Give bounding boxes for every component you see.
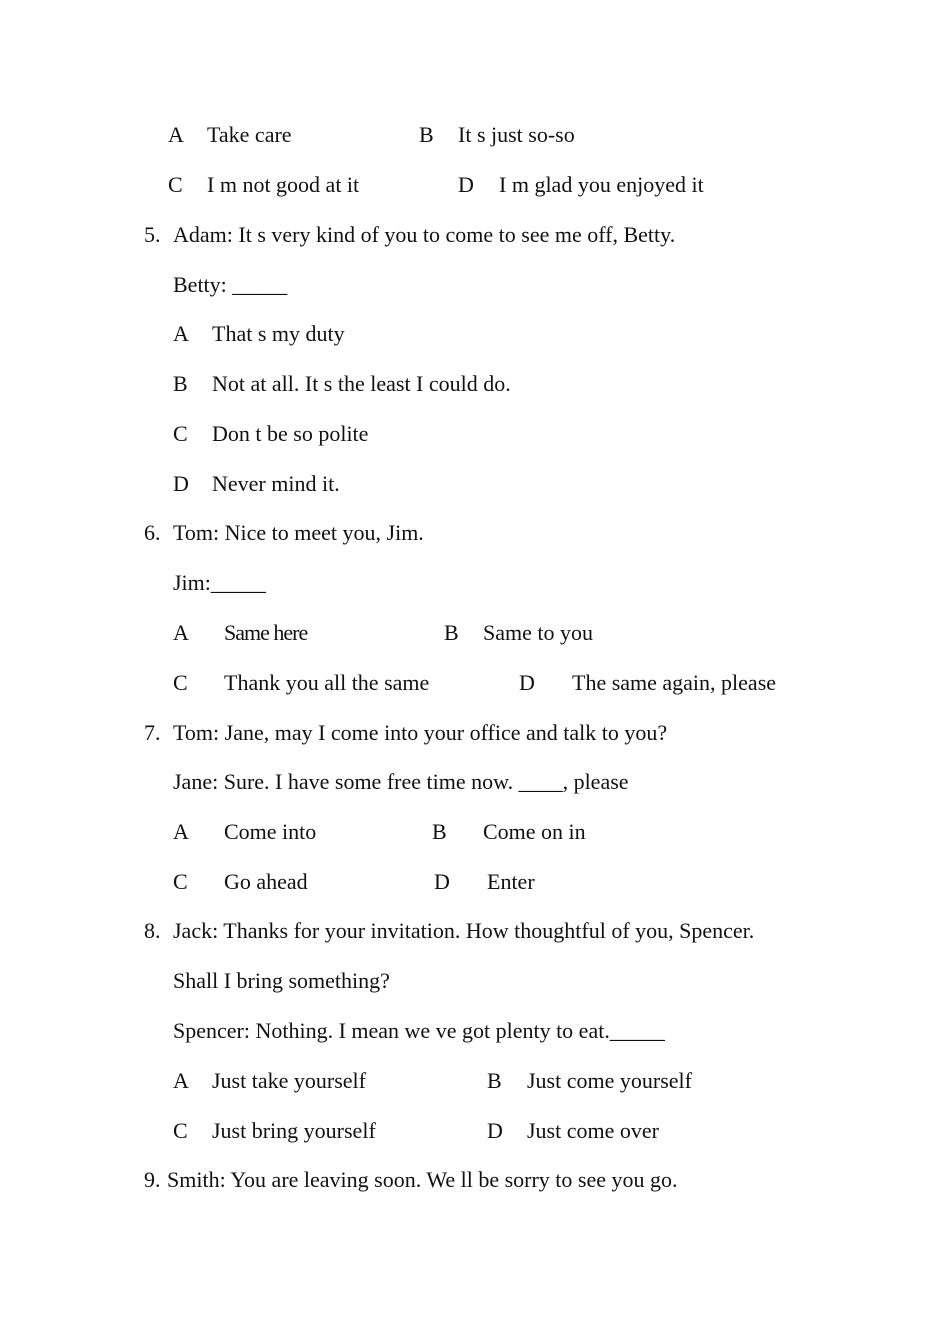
q5-option-a-text: That s my duty [212, 321, 345, 346]
q7-option-c-text: Go ahead [224, 869, 308, 894]
q6-option-a-text: Same here [224, 620, 308, 645]
q4-option-a-letter: A [168, 122, 184, 147]
q6-response: Jim:_____ [173, 570, 266, 595]
q8-option-a-text: Just take yourself [212, 1068, 366, 1093]
q7-number: 7. [144, 720, 161, 745]
q5-option-b-letter: B [173, 371, 188, 396]
q7-option-c-letter: C [173, 869, 188, 894]
q8-option-d-text: Just come over [527, 1118, 659, 1143]
q5-option-d-letter: D [173, 471, 189, 496]
q4-option-d-text: I m glad you enjoyed it [499, 172, 704, 197]
q7-option-b-letter: B [432, 819, 447, 844]
q8-option-a-letter: A [173, 1068, 189, 1093]
q6-number: 6. [144, 520, 161, 545]
q5-response: Betty: _____ [173, 272, 288, 297]
q6-option-a-letter: A [173, 620, 189, 645]
q4-option-a-text: Take care [207, 122, 292, 147]
q8-option-b-text: Just come yourself [527, 1068, 692, 1093]
q6-option-c-text: Thank you all the same [224, 670, 430, 695]
q4-option-c-text: I m not good at it [207, 172, 360, 197]
q6-option-d-text: The same again, please [572, 670, 777, 695]
q5-number: 5. [144, 222, 161, 247]
q8-option-c-letter: C [173, 1118, 188, 1143]
q8-option-d-letter: D [487, 1118, 503, 1143]
q7-option-a-text: Come into [224, 819, 317, 844]
q5-prompt: Adam: It s very kind of you to come to see me off, Betty. [173, 222, 676, 247]
q5-option-a-letter: A [173, 321, 189, 346]
q8-number: 8. [144, 918, 161, 943]
q5-option-d-text: Never mind it. [212, 471, 340, 496]
q6-option-c-letter: C [173, 670, 188, 695]
q7-option-d-text: Enter [487, 869, 535, 894]
q7-prompt: Tom: Jane, may I come into your office and talk to you? [173, 720, 668, 745]
q7-option-d-letter: D [434, 869, 450, 894]
q7-response: Jane: Sure. I have some free time now. ____, please [173, 769, 629, 794]
q5-option-c-text: Don t be so polite [212, 421, 369, 446]
q5-option-c-letter: C [173, 421, 188, 446]
q8-response: Spencer: Nothing. I mean we ve got plenty to eat._____ [173, 1018, 665, 1043]
q5-option-b-text: Not at all. It s the least I could do. [212, 371, 511, 396]
q7-option-b-text: Come on in [483, 819, 586, 844]
q6-prompt: Tom: Nice to meet you, Jim. [173, 520, 424, 545]
q4-option-b-text: It s just so-so [458, 122, 575, 147]
q9-prompt: Smith: You are leaving soon. We ll be sorry to see you go. [167, 1167, 678, 1192]
q8-option-c-text: Just bring yourself [212, 1118, 376, 1143]
q8-prompt: Jack: Thanks for your invitation. How thoughtful of you, Spencer. [173, 918, 755, 943]
q6-option-b-text: Same to you [483, 620, 593, 645]
q6-option-b-letter: B [444, 620, 459, 645]
q9-number: 9. [144, 1167, 161, 1192]
q4-option-d-letter: D [458, 172, 474, 197]
q4-option-c-letter: C [168, 172, 183, 197]
q7-option-a-letter: A [173, 819, 189, 844]
q6-option-d-letter: D [519, 670, 535, 695]
q4-option-b-letter: B [419, 122, 434, 147]
q8-option-b-letter: B [487, 1068, 502, 1093]
q8-prompt-continued: Shall I bring something? [173, 968, 390, 993]
